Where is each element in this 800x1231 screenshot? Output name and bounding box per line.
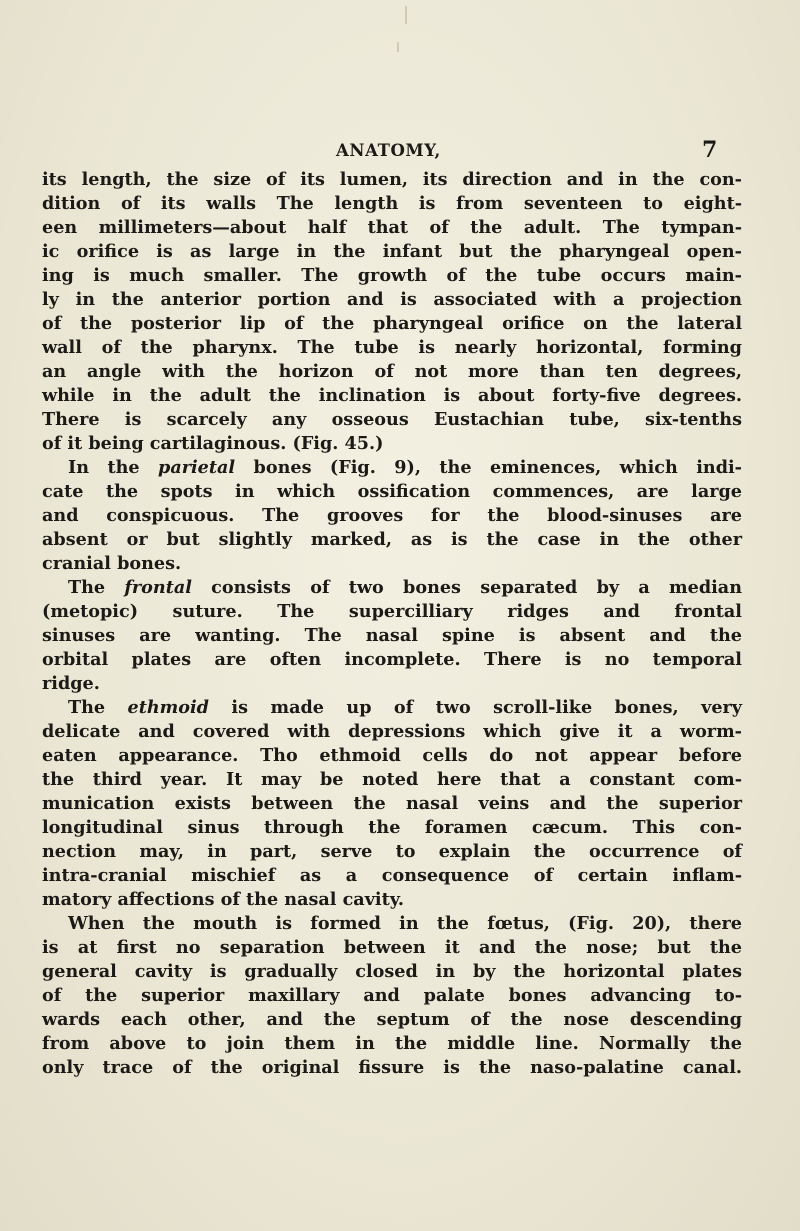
text-line: eaten appearance. Tho ethmoid cells do not appear before: [42, 745, 742, 766]
text-line: longitudinal sinus through the foramen cæcum. This con-: [42, 817, 742, 838]
text-line: absent or but slightly marked, as is the case in the other: [42, 529, 742, 550]
text-line: only trace of the original fissure is the naso-palatine canal.: [42, 1057, 742, 1078]
text-line: delicate and covered with depressions which give it a worm-: [42, 721, 742, 742]
paragraph-last-line: ridge.: [42, 673, 100, 694]
text-line: dition of its walls The length is from seventeen to eight-: [42, 193, 742, 214]
page-number: 7: [702, 137, 718, 163]
paper-mark: [397, 42, 399, 52]
text-line: the third year. It may be noted here that a constant com-: [42, 769, 742, 790]
paragraph-last-line: of it being cartilaginous. (Fig. 45.): [42, 433, 384, 454]
term-ethmoid: ethmoid: [127, 697, 209, 718]
text-line: munication exists between the nasal veins and the superior: [42, 793, 742, 814]
text-line: ly in the anterior portion and is associated with a projection: [42, 289, 742, 310]
paragraph-first-line: When the mouth is formed in the fœtus, (Fig. 20), there: [68, 913, 742, 934]
term-frontal: frontal: [124, 577, 192, 598]
text-line: orbital plates are often incomplete. There is no temporal: [42, 649, 742, 670]
text-line: general cavity is gradually closed in by the horizontal plates: [42, 961, 742, 982]
text-line: while in the adult the inclination is about forty-five degrees.: [42, 385, 742, 406]
running-head: [0, 137, 800, 163]
text-line: is at first no separation between it and the nose; but the: [42, 937, 742, 958]
text-line: wards each other, and the septum of the nose descending: [42, 1009, 742, 1030]
text-line: cate the spots in which ossification commences, are large: [42, 481, 742, 502]
text-line: een millimeters—about half that of the adult. The tympan-: [42, 217, 742, 238]
term-parietal: parietal: [158, 457, 236, 478]
text-line: (metopic) suture. The supercilliary ridges and frontal: [42, 601, 742, 622]
text-line: intra-cranial mischief as a consequence of certain inflam-: [42, 865, 742, 886]
text-line: There is scarcely any osseous Eustachian tube, six-tenths: [42, 409, 742, 430]
text-line: from above to join them in the middle line. Normally the: [42, 1033, 742, 1054]
text-line: nection may, in part, serve to explain the occurrence of: [42, 841, 742, 862]
paragraph-first-line: In the parietal bones (Fig. 9), the eminences, which indi-: [68, 457, 742, 478]
paper-mark: [405, 6, 407, 24]
text-line: ic orifice is as large in the infant but the pharyngeal open-: [42, 241, 742, 262]
paragraph-first-line: The frontal consists of two bones separated by a median: [68, 577, 742, 598]
running-title: ANATOMY,: [336, 141, 441, 160]
text-line: of the superior maxillary and palate bones advancing to-: [42, 985, 742, 1006]
paragraph-last-line: matory affections of the nasal cavity.: [42, 889, 405, 910]
paragraph-last-line: cranial bones.: [42, 553, 182, 574]
text-line: of the posterior lip of the pharyngeal orifice on the lateral: [42, 313, 742, 334]
paragraph-first-line: The ethmoid is made up of two scroll-like bones, very: [68, 697, 743, 718]
text-line: sinuses are wanting. The nasal spine is absent and the: [42, 625, 742, 646]
text-line: its length, the size of its lumen, its direction and in the con-: [42, 169, 742, 190]
text-line: ing is much smaller. The growth of the tube occurs main-: [42, 265, 742, 286]
text-line: an angle with the horizon of not more than ten degrees,: [42, 361, 742, 382]
text-line: wall of the pharynx. The tube is nearly horizontal, forming: [42, 337, 742, 358]
text-line: and conspicuous. The grooves for the blood-sinuses are: [42, 505, 742, 526]
